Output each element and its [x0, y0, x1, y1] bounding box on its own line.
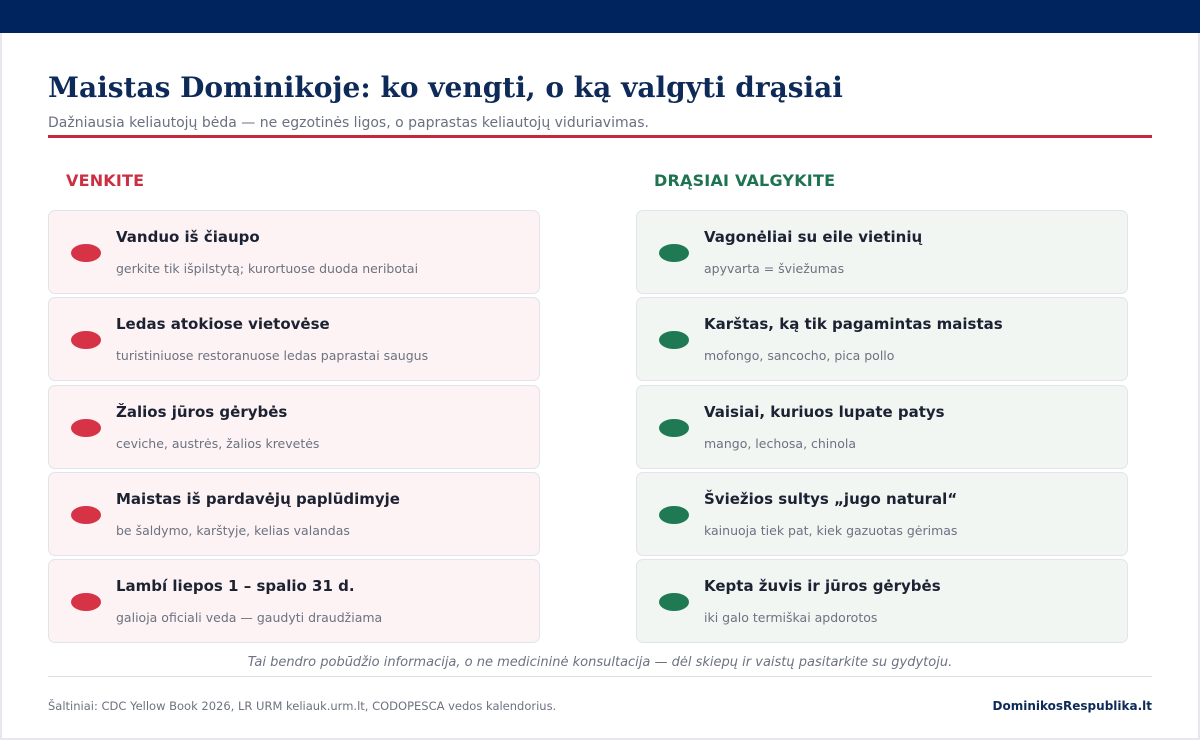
eat-item-subtitle: iki galo termiškai apdorotos [704, 610, 878, 626]
brand-link[interactable]: DominikosRespublika.lt [992, 699, 1152, 713]
eat-item-subtitle: kainuoja tiek pat, kiek gazuotas gėrimas [704, 522, 958, 538]
disclaimer: Tai bendro pobūdžio informacija, o ne medicininė konsultacija — dėl skiepų ir vaistų pasitarkite su gydytoju. [247, 655, 953, 670]
eat-item-title: Karštas, ką tik pagamintas maistas [704, 315, 1003, 334]
eat-item [636, 385, 1128, 469]
green-dot-icon [659, 506, 689, 524]
eat-item [636, 559, 1128, 643]
avoid-item-subtitle: galioja oficiali veda — gaudyti draudžiama [116, 610, 383, 626]
page-subtitle: Dažniausia keliautojų bėda — ne egzotinės ligos, o paprastas keliautojų viduriavimas. [48, 115, 649, 131]
sources-text: Šaltiniai: CDC Yellow Book 2026, LR URM keliauk.urm.lt, CODOPESCA vedos kalendorius. [48, 699, 557, 713]
red-dot-icon [71, 593, 101, 611]
avoid-item-title: Žalios jūros gėrybės [116, 402, 288, 421]
green-dot-icon [659, 419, 689, 437]
eat-item [636, 210, 1128, 294]
eat-item-title: Vaisiai, kuriuos lupate patys [704, 402, 945, 421]
avoid-item [48, 472, 540, 556]
eat-item-title: Šviežios sultys „jugo natural“ [704, 489, 958, 508]
avoid-item [48, 210, 540, 294]
red-dot-icon [71, 506, 101, 524]
avoid-item-subtitle: gerkite tik išpilstytą; kurortuose duoda neribotai [116, 261, 419, 276]
avoid-item [48, 559, 540, 643]
eat-list [636, 210, 1128, 646]
page-title: Maistas Dominikoje: ko vengti, o ką valgyti drąsiai [48, 71, 843, 104]
eat-item [636, 297, 1128, 381]
top-bar [0, 0, 1200, 33]
title-divider [48, 135, 1152, 138]
avoid-item-title: Lambí liepos 1 – spalio 31 d. [116, 577, 355, 596]
red-dot-icon [71, 419, 101, 437]
avoid-item [48, 385, 540, 469]
avoid-heading: VENKITE [66, 171, 145, 190]
eat-item-title: Kepta žuvis ir jūros gėrybės [704, 577, 941, 596]
avoid-item [48, 297, 540, 381]
eat-item-subtitle: mofongo, sancocho, pica pollo [704, 348, 895, 364]
eat-item-subtitle: mango, lechosa, chinola [704, 435, 856, 451]
avoid-list [48, 210, 540, 646]
red-dot-icon [71, 244, 101, 262]
red-dot-icon [71, 331, 101, 349]
avoid-item-subtitle: ceviche, austrės, žalios krevetės [116, 435, 320, 451]
avoid-item-subtitle: be šaldymo, karštyje, kelias valandas [116, 522, 350, 538]
avoid-item-title: Vanduo iš čiaupo [116, 228, 260, 246]
eat-item [636, 472, 1128, 556]
eat-item-subtitle: apyvarta = šviežumas [704, 261, 845, 276]
footer-divider [48, 676, 1152, 677]
avoid-item-title: Ledas atokiose vietovėse [116, 315, 330, 334]
green-dot-icon [659, 593, 689, 611]
green-dot-icon [659, 331, 689, 349]
avoid-item-title: Maistas iš pardavėjų paplūdimyje [116, 489, 400, 508]
eat-item-title: Vagonėliai su eile vietinių [704, 228, 923, 246]
eat-heading: DRĄSIAI VALGYKITE [654, 171, 836, 190]
avoid-item-subtitle: turistiniuose restoranuose ledas paprastai saugus [116, 348, 429, 364]
green-dot-icon [659, 244, 689, 262]
